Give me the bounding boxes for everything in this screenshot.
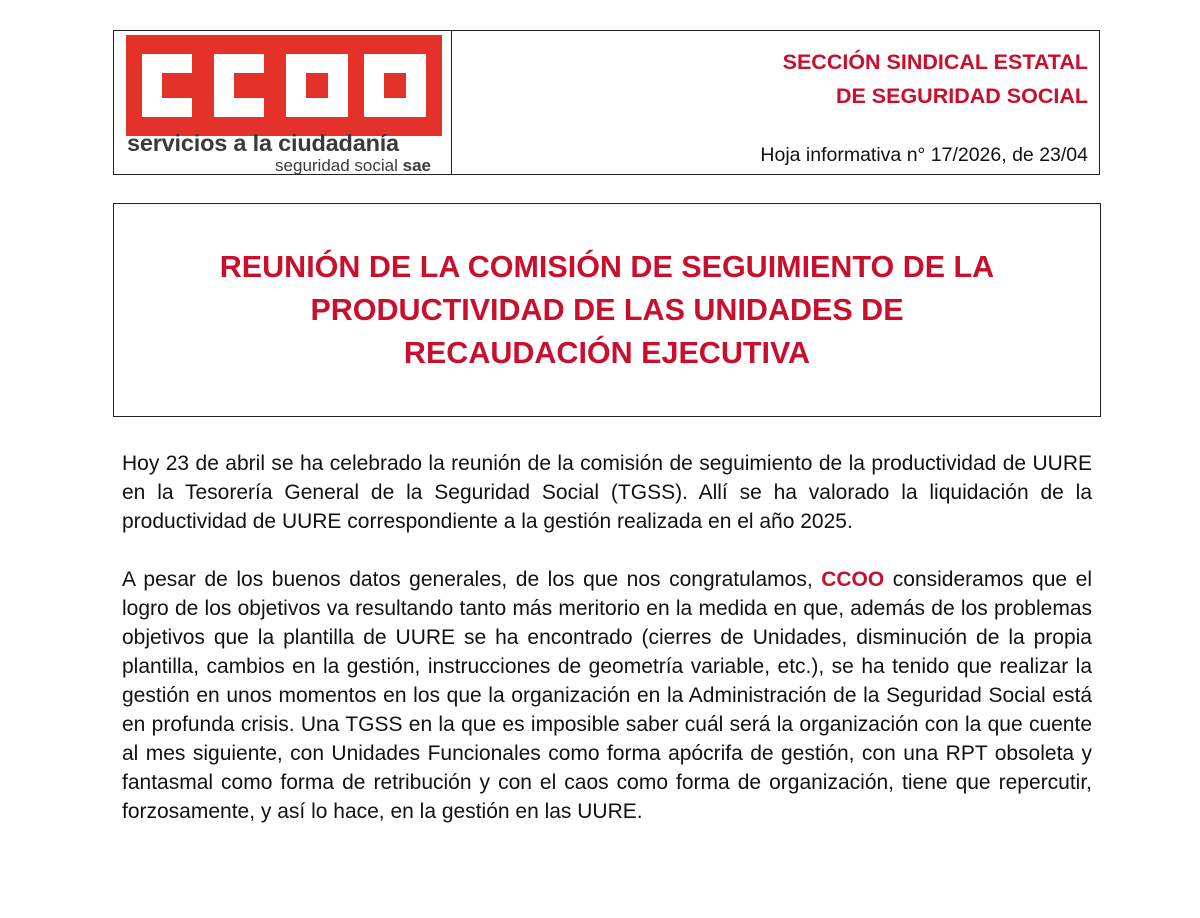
header-info (452, 31, 1099, 174)
section-title-line-2: DE SEGURIDAD SOCIAL (835, 84, 1088, 108)
logo-tagline: servicios a la ciudadanía (127, 130, 399, 156)
logo-subtitle-bold: sae (402, 156, 431, 175)
main-title-line-3: RECAUDACIÓN EJECUTIVA (403, 335, 811, 370)
section-title-line-1: SECCIÓN SINDICAL ESTATAL (782, 50, 1088, 74)
document-body (122, 449, 1092, 855)
paragraph-2 (122, 565, 1092, 826)
paragraph-2-lead: A pesar de los buenos datos generales, de los que nos congratulamos, (122, 568, 813, 591)
paragraph-1: Hoy 23 de abril se ha celebrado la reunión de la comisión de seguimiento de la productividad de UURE en la Tesorería General de la Seguridad Social (TGSS). Allí se ha valorado la liquidación de la productividad de UURE correspondiente a la gestión realizada en el año 2025. (122, 452, 1092, 533)
logo-block (114, 31, 452, 174)
ccoo-wordmark-icon (126, 35, 442, 136)
logo-subtitle (275, 156, 431, 176)
logo-subtitle-regular: seguridad social (275, 156, 398, 175)
ccoo-logo (126, 35, 442, 136)
ccoo-highlight: CCOO (821, 568, 885, 591)
title-box (113, 203, 1101, 417)
document-header (113, 30, 1100, 175)
main-title-line-2: PRODUCTIVIDAD DE LAS UNIDADES DE (310, 292, 904, 327)
main-title (127, 246, 1087, 375)
paragraph-2-rest: consideramos que el logro de los objetivos va resultando tanto más meritorio en la medida en que, además de los problemas objetivos que la plantilla de UURE se ha encontrado (cierres de Unidades, disminución de la propia plantilla, cambios en la gestión, instrucciones de geometría variable, etc.), se ha tenido que realizar la gestión en unos momentos en los que la organización en la Administración de la Seguridad Social está en profunda crisis. Una TGSS en la que es imposible saber cuál será la organización con la que cuente al mes siguiente, con Unidades Funcionales como forma apócrifa de gestión, con una RPT obsoleta y fantasmal como forma de retribución y con el caos como forma de organización, tiene que repercutir, forzosamente, y así lo hace, en la gestión en las UURE. (122, 568, 1092, 823)
main-title-line-1: REUNIÓN DE LA COMISIÓN DE SEGUIMIENTO DE LA (219, 249, 995, 284)
section-title (783, 45, 1088, 113)
bulletin-number: Hoja informativa n° 17/2026, de 23/04 (760, 144, 1088, 166)
